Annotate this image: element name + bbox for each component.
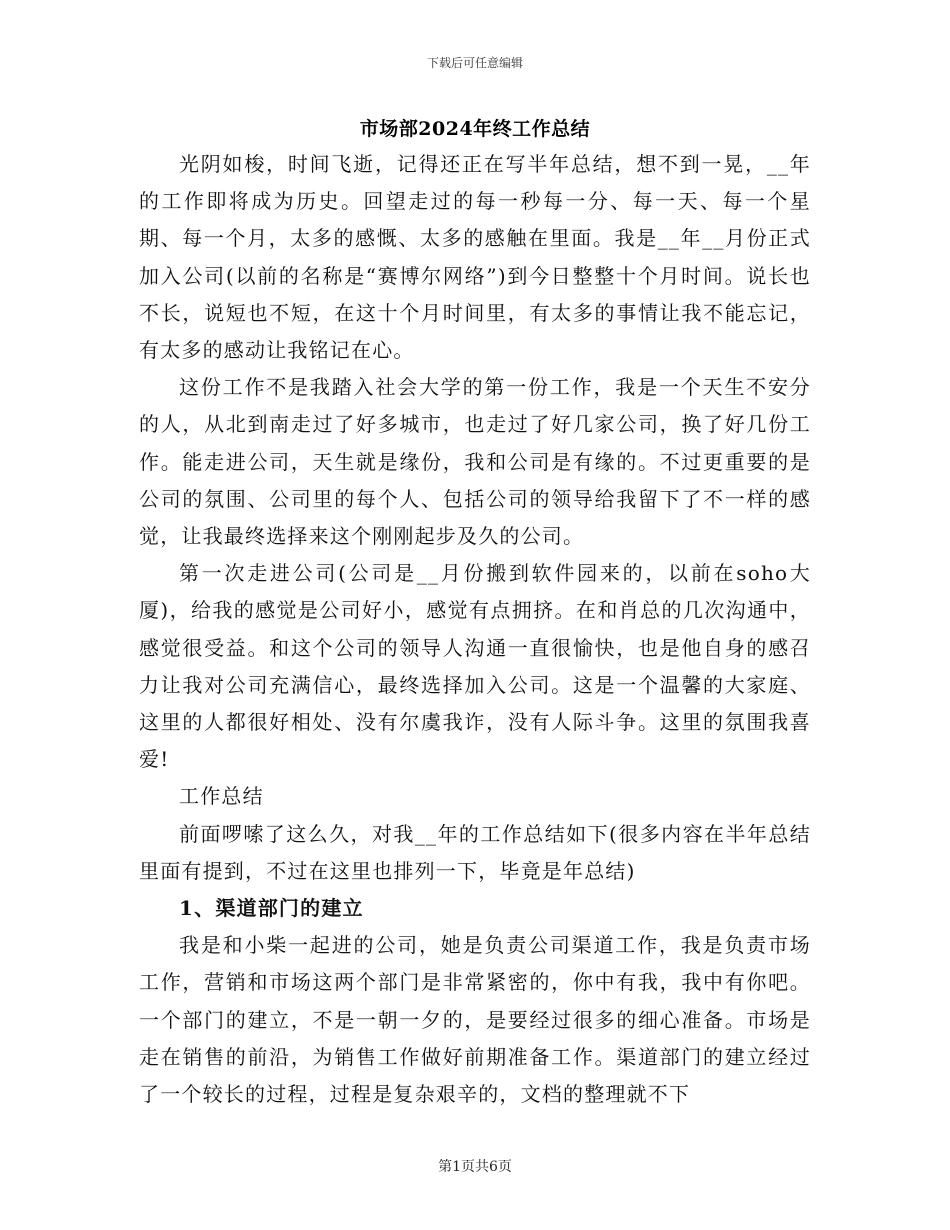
paragraph-first-impression: 第一次走进公司(公司是__月份搬到软件园来的，以前在soho大厦)，给我的感觉是公司好小，感觉有点拥挤。在和肖总的几次沟通中，感觉很受益。和这个公司的领导人沟通一直很愉快，也是他自身的感召力让我对公司充满信心，最终选择加入公司。这是一个温馨的大家庭、这里的人都很好相处、没有尔虞我诈，没有人际斗争。这里的氛围我喜爱!	[139, 561, 811, 772]
paragraph-summary-intro: 前面啰嗦了这么久，对我__年的工作总结如下(很多内容在半年总结里面有提到，不过在这里也排列一下，毕竟是年总结)	[139, 821, 811, 883]
document-body	[139, 146, 811, 1113]
page-number: 第1页共6页	[438, 1159, 512, 1175]
paragraph-background: 这份工作不是我踏入社会大学的第一份工作，我是一个天生不安分的人，从北到南走过了好多城市，也走过了好几家公司，换了好几份工作。能走进公司，天生就是缘份，我和公司是有缘的。不过更重要的是公司的氛围、公司里的每个人、包括公司的领导给我留下了不一样的感觉，让我最终选择来这个刚刚起步及久的公司。	[139, 375, 811, 549]
paragraph-channel: 我是和小柴一起进的公司，她是负责公司渠道工作，我是负责市场工作，营销和市场这两个部门是非常紧密的，你中有我，我中有你吧。一个部门的建立，不是一朝一夕的，是要经过很多的细心准备。市场是走在销售的前沿，为销售工作做好前期准备工作。渠道部门的建立经过了一个较长的过程，过程是复杂艰辛的，文档的整理就不下	[139, 933, 811, 1107]
section-label-work-summary: 工作总结	[179, 784, 264, 809]
section-heading-channel: 1、渠道部门的建立	[179, 896, 364, 921]
paragraph-intro: 光阴如梭，时间飞逝，记得还正在写半年总结，想不到一晃，__年的工作即将成为历史。回望走过的每一秒每一分、每一天、每一个星期、每一个月，太多的感慨、太多的感触在里面。我是__年__月份正式加入公司(以前的名称是“赛博尔网络”)到今日整整十个月时间。说长也不长，说短也不短，在这十个月时间里，有太多的事情让我不能忘记，有太多的感动让我铭记在心。	[139, 152, 811, 363]
header-note: 下载后可任意编辑	[426, 56, 523, 70]
document-title: 市场部2024年终工作总结	[359, 118, 591, 140]
